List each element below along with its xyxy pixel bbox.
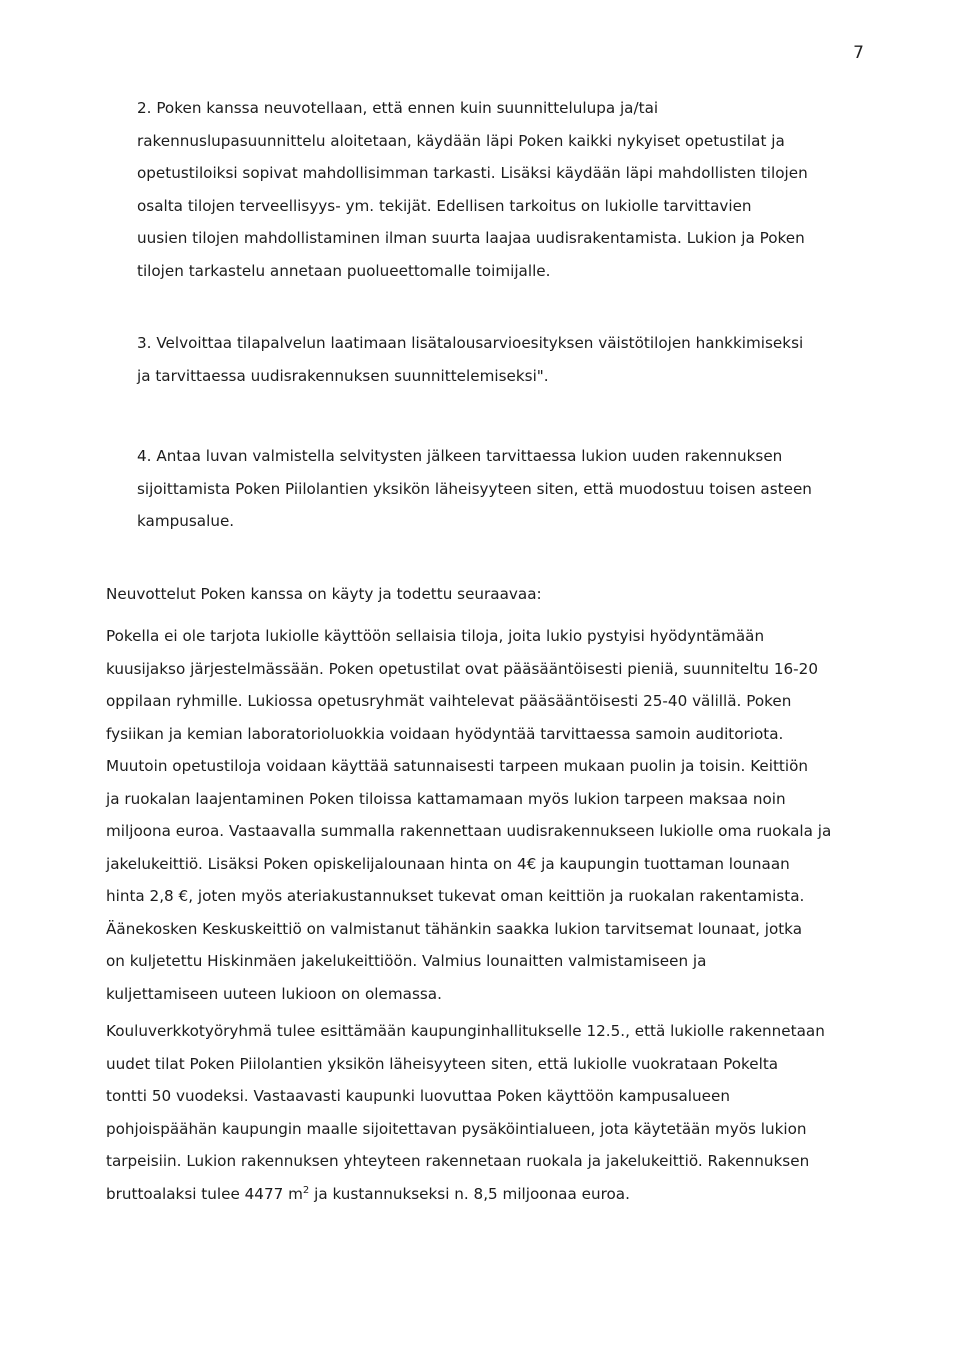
text-line: tarpeisiin. Lukion rakennuksen yhteyteen rakennetaan ruokala ja jakelukeittiö. Rakennuksen bbox=[106, 1152, 810, 1170]
square-superscript: 2 bbox=[302, 1184, 310, 1196]
text-line: Pokella ei ole tarjota lukiolle käyttöön sellaisia tiloja, joita lukio pystyisi hyödyntämään bbox=[106, 627, 765, 645]
text-line: kuusijakso järjestelmässään. Poken opetustilat ovat pääsääntöisesti pieniä, suunniteltu 16-20 bbox=[106, 659, 818, 678]
list-item-4 bbox=[137, 440, 877, 538]
negotiations-heading: Neuvottelut Poken kanssa on käyty ja todettu seuraavaa: bbox=[106, 585, 542, 603]
text-line: 4. Antaa luvan valmistella selvitysten jälkeen tarvittaessa lukion uuden rakennuksen bbox=[137, 447, 783, 465]
area-text: bruttoalaksi tulee 4477 m bbox=[106, 1184, 303, 1203]
text-line: oppilaan ryhmille. Lukiossa opetusryhmät vaihtelevat pääsääntöisesti 25-40 välillä. Poken bbox=[106, 692, 792, 710]
text-line: hinta 2,8 €, joten myös ateriakustannukset tukevat oman keittiön ja ruokalan rakentamista. bbox=[106, 887, 805, 905]
text-line: uudet tilat Poken Piilolantien yksikön läheisyyteen siten, että lukiolle vuokrataan Pokelta bbox=[106, 1054, 779, 1073]
findings-paragraph bbox=[106, 620, 876, 1010]
text-line: 2. Poken kanssa neuvotellaan, että ennen kuin suunnittelulupa ja/tai bbox=[137, 99, 659, 117]
text-line: miljoona euroa. Vastaavalla summalla rakennettaan uudisrakennukseen lukiolle oma ruokala ja bbox=[106, 822, 832, 840]
list-item-2 bbox=[137, 92, 877, 287]
text-line: Äänekosken Keskuskeittiö on valmistanut tähänkin saakka lukion tarvitsemat lounaat, jotka bbox=[106, 919, 803, 938]
text-line: rakennuslupasuunnittelu aloitetaan, käydään läpi Poken kaikki nykyiset opetustilat ja bbox=[137, 131, 785, 150]
text-line bbox=[106, 1178, 876, 1211]
conclusion-paragraph bbox=[106, 1015, 876, 1210]
text-line: Kouluverkkotyöryhmä tulee esittämään kaupunginhallitukselle 12.5., että lukiolle rakennetaan bbox=[106, 1022, 825, 1040]
text-line: ja ruokalan laajentaminen Poken tiloissa kattamamaan myös lukion tarpeen maksaa noin bbox=[106, 789, 786, 808]
text-line: kampusalue. bbox=[137, 512, 235, 530]
text-line: uusien tilojen mahdollistaminen ilman suurta laajaa uudisrakentamista. Lukion ja Poken bbox=[137, 229, 805, 247]
text-line: kuljettamiseen uuteen lukioon on olemassa. bbox=[106, 984, 442, 1003]
text-line: 3. Velvoittaa tilapalvelun laatimaan lisätalousarvioesityksen väistötilojen hankkimiseksi bbox=[137, 334, 804, 352]
text-line: on kuljetettu Hiskinmäen jakelukeittiöön. Valmius lounaitten valmistamiseen ja bbox=[106, 952, 707, 970]
text-line: ja tarvittaessa uudisrakennuksen suunnittelemiseksi". bbox=[137, 366, 549, 385]
list-item-3 bbox=[137, 327, 877, 392]
text-line: pohjoispäähän kaupungin maalle sijoitettavan pysäköintialueen, jota käytetään myös lukion bbox=[106, 1119, 807, 1138]
cost-text: ja kustannukseksi n. 8,5 miljoonaa euroa. bbox=[309, 1184, 630, 1203]
text-line: fysiikan ja kemian laboratorioluokkia voidaan hyödyntää tarvittaessa samoin auditoriota. bbox=[106, 724, 784, 743]
text-line: tilojen tarkastelu annetaan puolueettomalle toimijalle. bbox=[137, 261, 551, 280]
text-line: jakelukeittiö. Lisäksi Poken opiskelijalounaan hinta on 4€ ja kaupungin tuottaman lounaan bbox=[106, 854, 790, 873]
page-number: 7 bbox=[853, 43, 864, 63]
text-line: osalta tilojen terveellisyys- ym. tekijät. Edellisen tarkoitus on lukiolle tarvittavien bbox=[137, 196, 752, 215]
text-line: Muutoin opetustiloja voidaan käyttää satunnaisesti tarpeen mukaan puolin ja toisin. Keittiön bbox=[106, 757, 809, 775]
text-line: sijoittamista Poken Piilolantien yksikön läheisyyteen siten, että muodostuu toisen asteen bbox=[137, 479, 812, 498]
text-line: tontti 50 vuodeksi. Vastaavasti kaupunki luovuttaa Poken käyttöön kampusalueen bbox=[106, 1087, 730, 1105]
text-line: opetustiloiksi sopivat mahdollisimman tarkasti. Lisäksi käydään läpi mahdollisten tilojen bbox=[137, 164, 808, 182]
